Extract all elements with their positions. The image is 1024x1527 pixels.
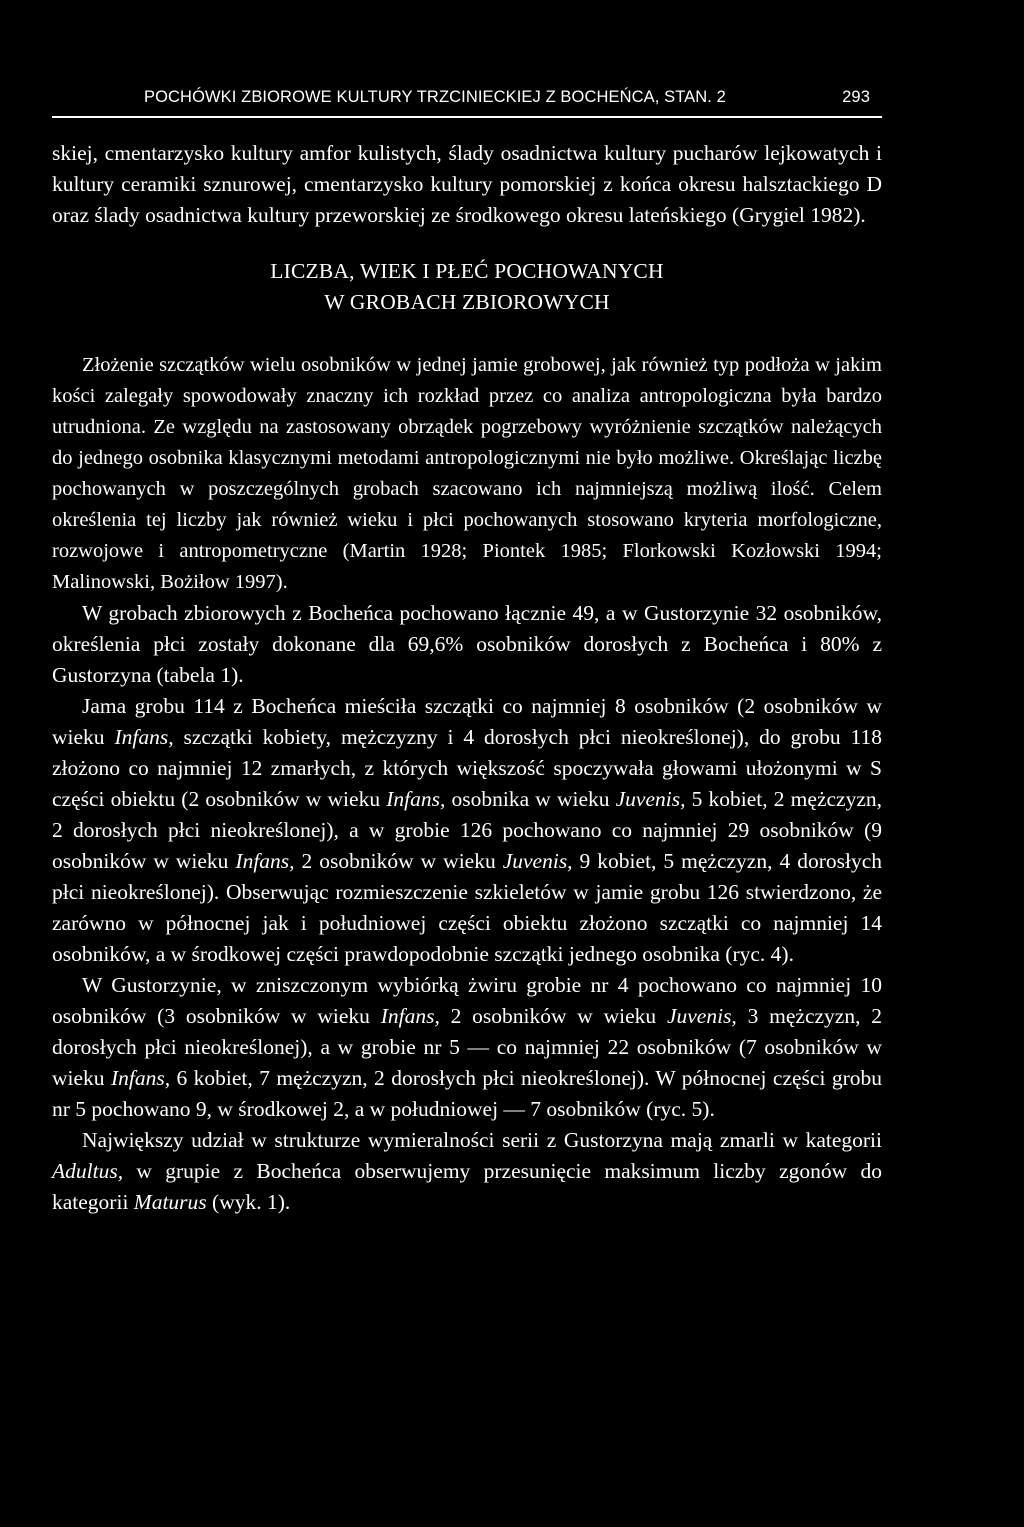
latin-term: Juvenis, — [615, 786, 686, 811]
latin-term: Infans, — [386, 786, 446, 811]
text-run: 2 osobników w wieku — [294, 848, 503, 873]
text-run: Jama grobu 114 z Bocheńca mieściła szczątki co najmniej 8 osobników (2 osobników w wieku — [52, 693, 882, 749]
paragraph-mortality — [52, 1125, 882, 1218]
text-run: osobnika w wieku — [445, 786, 616, 811]
intro-paragraph: skiej, cmentarzysko kultury amfor kulistych, ślady osadnictwa kultury pucharów lejkowatych i kultury ceramiki sznurowej, cmentarzysko kultury pomorskiej z końca okresu halsztackiego D oraz ślady osadnictwa kultury przeworskiej ze środkowego okresu lateńskiego (Grygiel 1982). — [52, 140, 882, 227]
latin-term: Infans, — [110, 1065, 171, 1090]
latin-term: Adultus, — [52, 1158, 124, 1183]
running-title: POCHÓWKI ZBIOROWE KULTURY TRZCINIECKIEJ Z BOCHEŃCA, STAN. 2 — [144, 88, 726, 106]
header-rule — [52, 116, 882, 118]
text-run: Największy udział w strukturze wymieralności serii z Gustorzyna mają zmarli w kategorii — [82, 1127, 882, 1152]
latin-term: Juvenis, — [502, 848, 573, 873]
text-run: 5 kobiet, 2 mężczyzn, 2 dorosłych płci nieokreślonej), a w grobie 126 pochowano co najmniej 29 osobników (9 osobników w wieku — [52, 786, 882, 873]
paragraph-bochenec-graves — [52, 691, 882, 970]
section-heading-line-2: W GROBACH ZBIOROWYCH — [324, 289, 610, 314]
text-run: (wyk. 1). — [206, 1189, 291, 1214]
text-run: szczątki kobiety, mężczyzny i 4 dorosłych płci nieokreślonej), do grobu 118 złożono co najmniej 12 zmarłych, z których większość spoczywała głowami ułożonymi w S części obiektu (2 osobników w wieku — [52, 724, 882, 811]
latin-term: Juvenis, — [666, 1003, 737, 1028]
text-run: W Gustorzynie, w zniszczonym wybiórką żwiru grobie nr 4 pochowano co najmniej 10 osobników (3 osobników w wieku — [52, 972, 882, 1028]
section-heading — [52, 256, 882, 318]
text-run: 9 kobiet, 5 mężczyzn, 4 dorosłych płci nieokreślonej). Obserwując rozmieszczenie szkieletów w jamie grobu 126 stwierdzono, że zarówno w północnej jak i południowej części obiektu złożono szczątki co najmniej 14 osobników, a w środkowej części prawdopodobnie szczątki jednego osobnika (ryc. 4). — [52, 848, 882, 966]
latin-term: Maturus — [133, 1189, 207, 1214]
page-number: 293 — [842, 88, 870, 106]
latin-term: Infans, — [380, 1003, 440, 1028]
text-run: 2 osobników w wieku — [439, 1003, 667, 1028]
section-heading-line-1: LICZBA, WIEK I PŁEĆ POCHOWANYCH — [270, 258, 664, 283]
text-run: 3 mężczyzn, 2 dorosłych płci nieokreślonej), a w grobie nr 5 — co najmniej 22 osobników (7 osobników w wieku — [52, 1003, 883, 1090]
paragraph-gustorzyn-graves — [52, 970, 882, 1125]
text-run: w grupie z Bocheńca obserwujemy przesunięcie maksimum liczby zgonów do kategorii — [52, 1158, 882, 1214]
paragraph-methods: Złożenie szczątków wielu osobników w jednej jamie grobowej, jak również typ podłoża w jakim kości zalegały spowodowały znaczny ich rozkład przez co analiza antropologiczna była bardzo utrudniona. Ze względu na zastosowany obrządek pogrzebowy wyróżnienie szczątków należących do jednego osobnika klasycznymi metodami antropologicznymi nie było możliwe. Określając liczbę pochowanych w poszczególnych grobach szacowano ich najmniejszą możliwą ilość. Celem określenia tej liczby jak również wieku i płci pochowanych stosowano kryteria morfologiczne, rozwojowe i antropometryczne (Martin 1928; Piontek 1985; Florkowski Kozłowski 1994; Malinowski, Bożiłow 1997). — [52, 353, 882, 593]
document-page — [52, 88, 882, 1218]
text-run: 6 kobiet, 7 mężczyzn, 2 dorosłych płci nieokreślonej). W północnej części grobu nr 5 pochowano 9, w środkowej 2, a w południowej — 7 osobników (ryc. 5). — [52, 1065, 882, 1121]
section-body — [52, 350, 882, 1218]
latin-term: Infans, — [114, 724, 174, 749]
latin-term: Infans, — [235, 848, 295, 873]
paragraph-totals: W grobach zbiorowych z Bocheńca pochowano łącznie 49, a w Gustorzynie 32 osobników, określenia płci zostały dokonane dla 69,6% osobników dorosłych z Bocheńca i 80% z Gustorzyna (tabela 1). — [52, 600, 882, 687]
running-header — [52, 88, 882, 112]
